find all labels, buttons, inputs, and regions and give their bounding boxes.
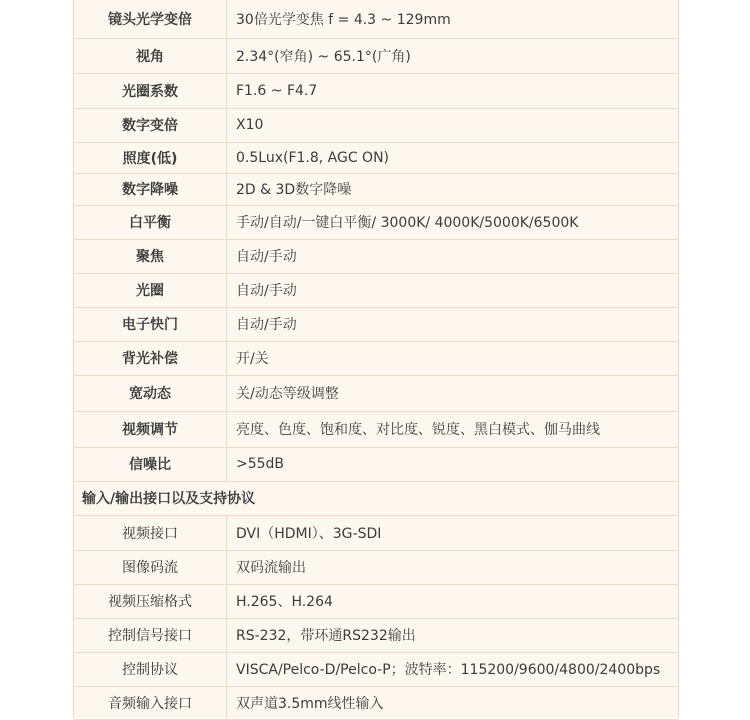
spec-row — [74, 584, 678, 618]
spec-table-body — [74, 0, 678, 719]
spec-row — [74, 108, 678, 142]
spec-value: 自动/手动 — [227, 273, 679, 307]
spec-row — [74, 0, 678, 38]
spec-label: 电子快门 — [74, 307, 227, 341]
spec-label: 宽动态 — [74, 375, 227, 411]
spec-row — [74, 173, 678, 205]
spec-row — [74, 411, 678, 447]
spec-row — [74, 341, 678, 375]
spec-label: 音频输入接口 — [74, 686, 227, 719]
spec-row — [74, 273, 678, 307]
spec-label: 控制协议 — [74, 652, 227, 686]
spec-label: 信噪比 — [74, 447, 227, 481]
spec-label: 视频接口 — [74, 515, 227, 550]
spec-row — [74, 686, 678, 719]
spec-value: 亮度、色度、饱和度、对比度、锐度、黑白模式、伽马曲线 — [227, 411, 679, 447]
spec-row — [74, 239, 678, 273]
spec-row — [74, 375, 678, 411]
spec-label: 图像码流 — [74, 550, 227, 584]
spec-row — [74, 205, 678, 239]
spec-row — [74, 447, 678, 481]
spec-row — [74, 652, 678, 686]
spec-row — [74, 38, 678, 73]
spec-value: 开/关 — [227, 341, 679, 375]
spec-row — [74, 142, 678, 173]
spec-row — [74, 618, 678, 652]
spec-label: 照度(低) — [74, 142, 227, 173]
spec-value: RS-232，带环通RS232输出 — [227, 618, 679, 652]
section-title: 输入/输出接口以及支持协议 — [74, 481, 678, 515]
spec-label: 数字降噪 — [74, 173, 227, 205]
spec-value: 手动/自动/一键白平衡/ 3000K/ 4000K/5000K/6500K — [227, 205, 679, 239]
spec-row — [74, 73, 678, 108]
spec-label: 背光补偿 — [74, 341, 227, 375]
spec-table — [74, 0, 678, 720]
spec-value: H.265、H.264 — [227, 584, 679, 618]
spec-value: 30倍光学变焦 f = 4.3 ~ 129mm — [227, 0, 679, 38]
spec-label: 聚焦 — [74, 239, 227, 273]
spec-label: 光圈 — [74, 273, 227, 307]
spec-value: 0.5Lux(F1.8, AGC ON) — [227, 142, 679, 173]
spec-value: 双声道3.5mm线性输入 — [227, 686, 679, 719]
spec-label: 白平衡 — [74, 205, 227, 239]
spec-row — [74, 307, 678, 341]
spec-value: F1.6 ~ F4.7 — [227, 73, 679, 108]
spec-value: 2.34°(窄角) ~ 65.1°(广角) — [227, 38, 679, 73]
spec-value: X10 — [227, 108, 679, 142]
spec-label: 镜头光学变倍 — [74, 0, 227, 38]
spec-value: 自动/手动 — [227, 239, 679, 273]
spec-value: VISCA/Pelco-D/Pelco-P；波特率：115200/9600/4800/2400bps — [227, 652, 679, 686]
spec-value: >55dB — [227, 447, 679, 481]
spec-value: 关/动态等级调整 — [227, 375, 679, 411]
spec-value: 双码流输出 — [227, 550, 679, 584]
spec-value: 自动/手动 — [227, 307, 679, 341]
spec-value: DVI（HDMI）、3G-SDI — [227, 515, 679, 550]
spec-label: 视角 — [74, 38, 227, 73]
spec-row — [74, 550, 678, 584]
spec-row — [74, 515, 678, 550]
spec-label: 数字变倍 — [74, 108, 227, 142]
spec-label: 视频压缩格式 — [74, 584, 227, 618]
spec-label: 视频调节 — [74, 411, 227, 447]
spec-value: 2D & 3D数字降噪 — [227, 173, 679, 205]
spec-label: 光圈系数 — [74, 73, 227, 108]
spec-label: 控制信号接口 — [74, 618, 227, 652]
spec-sheet — [73, 0, 679, 718]
section-row — [74, 481, 678, 515]
